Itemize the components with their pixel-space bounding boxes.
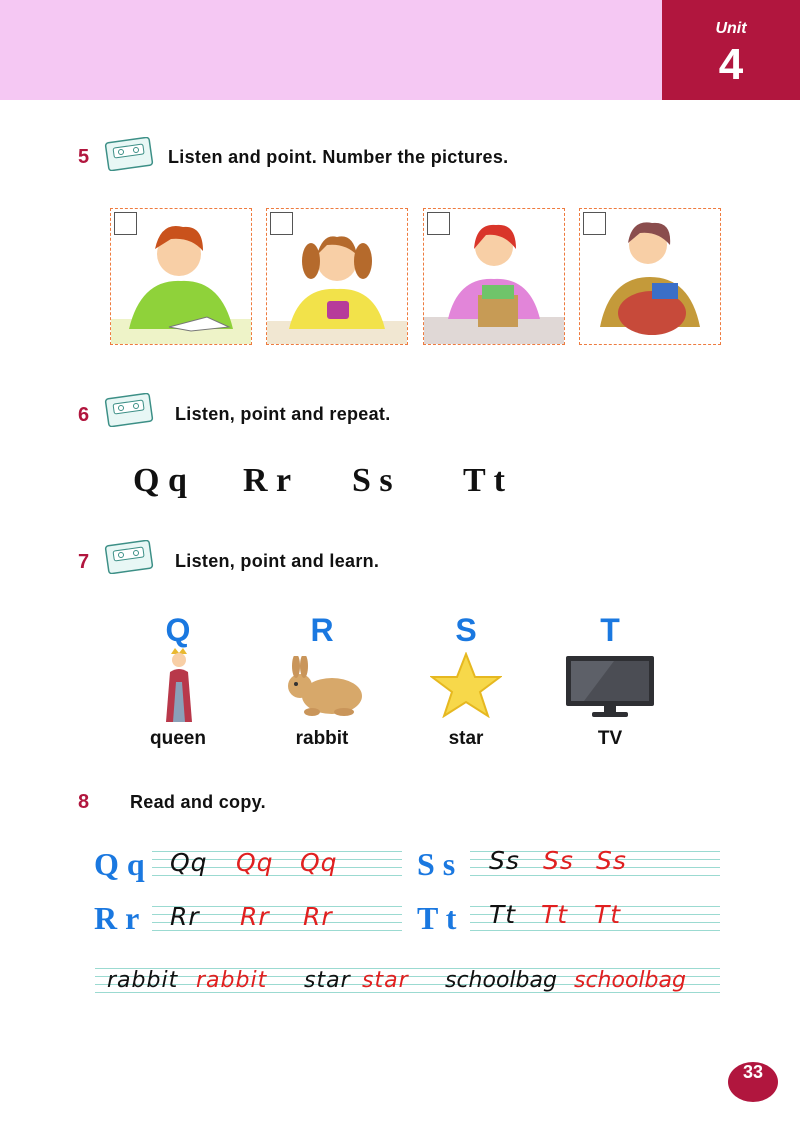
- letter-pair-r: R r: [243, 462, 292, 499]
- word-star: star: [448, 728, 484, 749]
- exercise-5-number: 5: [78, 146, 90, 168]
- page-number: 33: [728, 1062, 778, 1102]
- letter-pair-s: S s: [417, 846, 456, 882]
- number-answer-box[interactable]: [583, 212, 606, 235]
- picture-3: [423, 208, 565, 345]
- cassette-icon: [104, 393, 154, 427]
- exercise-7-number: 7: [78, 551, 90, 573]
- copy-word-rabbit: rabbit: [196, 968, 268, 993]
- model-qq: Qq: [170, 848, 208, 877]
- letter-t: T: [600, 612, 620, 648]
- model-tt: Tt: [489, 900, 517, 929]
- exercise-8-title: Read and copy.: [130, 792, 266, 812]
- model-rr: Rr: [170, 902, 200, 931]
- tv-illustration: [564, 654, 656, 720]
- picture-4: [579, 208, 721, 345]
- exercise-6-title: Listen, point and repeat.: [175, 404, 391, 424]
- queen-illustration: [158, 648, 200, 724]
- exercise-5-title: Listen and point. Number the pictures.: [168, 147, 509, 167]
- model-word-schoolbag: schoolbag: [445, 968, 557, 993]
- word-tv: TV: [597, 728, 623, 749]
- letter-pair-q: Q q: [94, 846, 145, 882]
- copy-rr: Rr: [303, 902, 333, 931]
- copy-word-schoolbag: schoolbag: [574, 968, 686, 993]
- header-band: [0, 0, 662, 100]
- copy-qq: Qq: [300, 848, 338, 877]
- star-illustration: [430, 652, 502, 718]
- picture-2: [266, 208, 408, 345]
- letter-pair-t: T t: [463, 462, 505, 499]
- letter-q: Q: [165, 612, 191, 648]
- model-word-star: star: [304, 968, 351, 993]
- rabbit-illustration: [282, 656, 366, 720]
- word-queen: queen: [150, 728, 206, 749]
- copy-qq: Qq: [236, 848, 274, 877]
- unit-number: 4: [718, 40, 744, 89]
- model-word-rabbit: rabbit: [107, 968, 179, 993]
- model-ss: Ss: [489, 846, 520, 875]
- copy-tt: Tt: [594, 900, 622, 929]
- word-rabbit: rabbit: [295, 728, 349, 749]
- letter-s: S: [455, 612, 477, 648]
- picture-1: [110, 208, 252, 345]
- number-answer-box[interactable]: [427, 212, 450, 235]
- exercise-7-title: Listen, point and learn.: [175, 551, 380, 571]
- cassette-icon: [104, 540, 154, 574]
- cassette-icon: [104, 137, 154, 171]
- unit-tab: [662, 0, 800, 100]
- copy-ss: Ss: [543, 846, 574, 875]
- unit-label: Unit: [715, 20, 747, 37]
- letter-pair-t: T t: [417, 900, 457, 936]
- number-answer-box[interactable]: [114, 212, 137, 235]
- letter-r: R: [310, 612, 334, 648]
- copy-tt: Tt: [541, 900, 569, 929]
- letter-pair-q: Q q: [133, 462, 187, 499]
- copy-rr: Rr: [240, 902, 270, 931]
- number-answer-box[interactable]: [270, 212, 293, 235]
- exercise-8-number: 8: [78, 791, 90, 813]
- exercise-6-number: 6: [78, 404, 90, 426]
- copy-word-star: star: [362, 968, 409, 993]
- letter-pair-r: R r: [94, 900, 140, 936]
- copy-ss: Ss: [596, 846, 627, 875]
- letter-pair-s: S s: [352, 462, 393, 499]
